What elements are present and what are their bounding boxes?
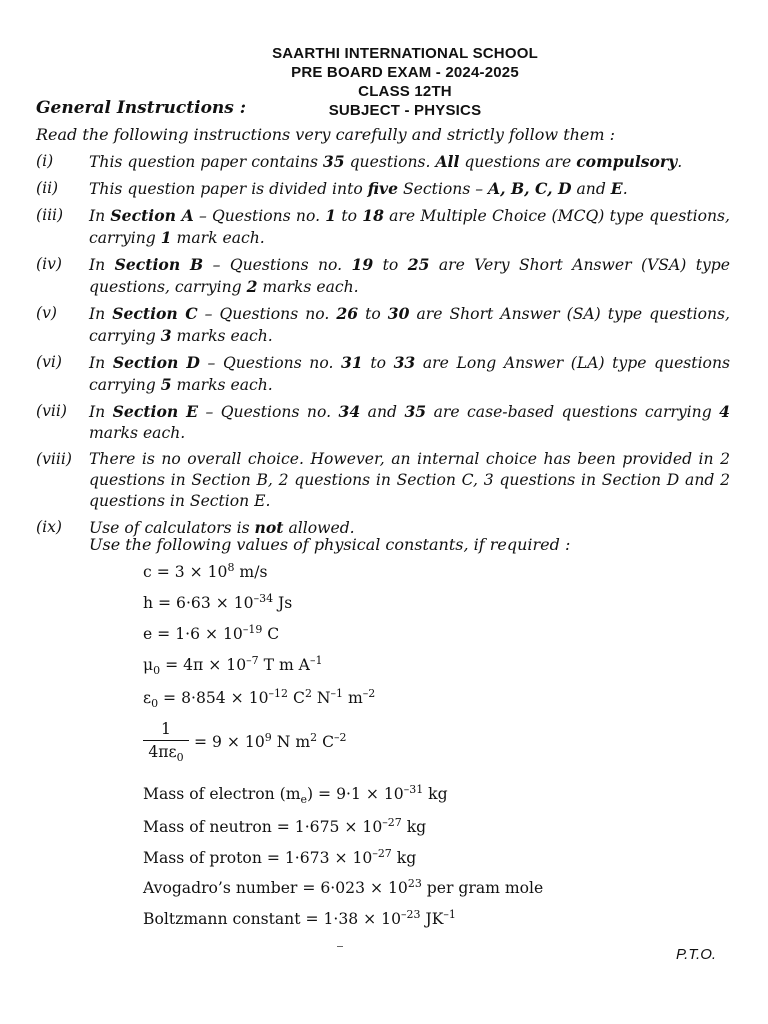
coulomb-fraction <box>143 720 189 764</box>
instructions-intro: Read the following instructions very carefully and strictly follow them : <box>36 125 616 144</box>
constant-boltzmann: Boltzmann constant = $1\cdot 38 \times 10^{-23}$ $JK^{-1}$ <box>143 908 456 928</box>
constants-intro: Use the following values of physical constants, if required : <box>89 535 571 554</box>
coulomb-constant-value: = $9 \times 10^9$ N $m^2$ $C^{-2}$ <box>194 731 347 751</box>
constant-speed-of-light: $c = 3 \times 10^8$ m/s <box>143 561 268 581</box>
instruction-number: (iii) <box>36 206 64 224</box>
instruction-text: In Section C – Questions no. 26 to 30 are Short Answer (SA) type questions, carrying 3 marks each. <box>89 304 730 345</box>
instruction-item <box>36 205 730 249</box>
school-name: SAARTHI INTERNATIONAL SCHOOL <box>272 45 538 62</box>
exam-name: PRE BOARD EXAM - 2024-2025 <box>291 64 519 81</box>
stray-mark <box>337 946 343 947</box>
page-turn-note: P.T.O. <box>676 946 717 963</box>
instruction-text: In Section A – Questions no. 1 to 18 are Multiple Choice (MCQ) type questions, carrying 1 mark each. <box>89 206 730 247</box>
instructions-title: General Instructions : <box>36 98 247 118</box>
instruction-text: There is no overall choice. However, an internal choice has been provided in 2 questions in Section B, 2 questions in Section C, 3 questions in Section D and 2 questions in Section E. <box>89 450 730 510</box>
constant-permeability: $\mu_0 = 4\pi \times 10^{-7}$ T m $A^{-1}$ <box>143 654 323 677</box>
instruction-item <box>36 401 730 444</box>
instruction-text: In Section D – Questions no. 31 to 33 are Long Answer (LA) type questions carrying 5 marks each. <box>89 353 730 394</box>
instruction-item <box>36 151 730 173</box>
fraction-denominator: $4\pi\varepsilon_0$ <box>148 743 184 764</box>
instruction-number: (vii) <box>36 402 67 420</box>
constant-avogadro: Avogadro’s number = $6\cdot 023 \times 10^{23}$ per gram mole <box>143 877 544 897</box>
instructions-list <box>36 151 730 544</box>
instruction-number: (viii) <box>36 450 72 468</box>
subject-name: SUBJECT - PHYSICS <box>328 102 482 119</box>
instruction-number: (vi) <box>36 353 62 371</box>
exam-header <box>250 44 560 120</box>
instruction-number: (ii) <box>36 179 59 197</box>
constant-electron-mass: Mass of electron $(m_e) = 9\cdot 1 \times 10^{-31}$ kg <box>143 783 448 806</box>
instruction-number: (i) <box>36 152 54 170</box>
instruction-item <box>36 254 730 298</box>
instruction-number: (iv) <box>36 255 62 273</box>
instruction-text: In Section B – Questions no. 19 to 25 are Very Short Answer (VSA) type questions, carrying 2 marks each. <box>89 255 731 296</box>
fraction-numerator: 1 <box>143 720 189 741</box>
constant-proton-mass: Mass of proton = $1\cdot 673 \times 10^{-27}$ kg <box>143 847 417 867</box>
class-name: CLASS 12TH <box>358 83 452 100</box>
instruction-item <box>36 449 730 512</box>
constant-permittivity: $\varepsilon_0 = 8\cdot 854 \times 10^{-12}$ $C^2$ $N^{-1}$ $m^{-2}$ <box>143 687 376 710</box>
instruction-text: This question paper contains 35 questions. All questions are compulsory. <box>89 152 683 171</box>
constant-planck: $h = 6\cdot 63 \times 10^{-34}$ Js <box>143 592 293 612</box>
instruction-item <box>36 178 730 200</box>
instruction-number: (v) <box>36 304 57 322</box>
instruction-text: This question paper is divided into five Sections – A, B, C, D and E. <box>89 179 628 198</box>
constant-electron-charge: $e = 1\cdot 6 \times 10^{-19}$ C <box>143 623 280 643</box>
instruction-text: Use of calculators is not allowed. <box>89 518 355 537</box>
instruction-item <box>36 303 730 347</box>
constant-neutron-mass: Mass of neutron = $1\cdot 675 \times 10^{-27}$ kg <box>143 816 427 836</box>
instruction-item <box>36 352 730 396</box>
instruction-number: (ix) <box>36 518 62 536</box>
instruction-text: In Section E – Questions no. 34 and 35 are case-based questions carrying 4 marks each. <box>89 402 730 442</box>
